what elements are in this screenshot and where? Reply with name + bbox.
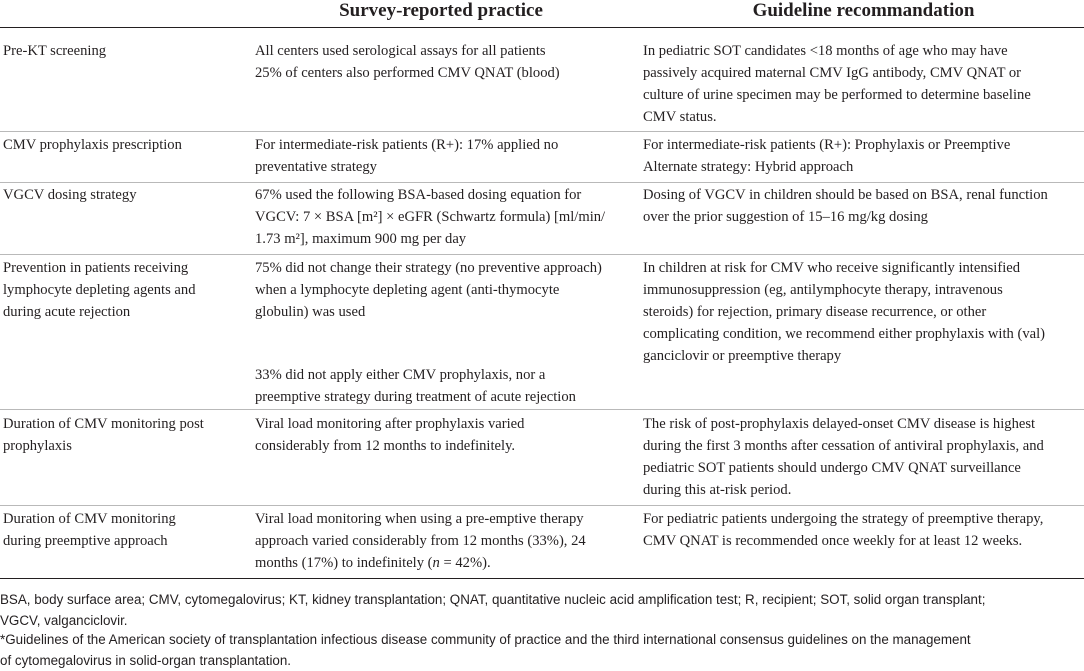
header-survey-practice: Survey-reported practice — [339, 0, 543, 21]
row-preemptive-guideline: For pediatric patients undergoing the strategy of preemptive therapy, CMV QNAT is recommended once weekly for at least 12 weeks. — [643, 511, 1044, 549]
row-prophylaxis-topic: CMV prophylaxis prescription — [3, 137, 182, 153]
row-post-prophylaxis-survey: Viral load monitoring after prophylaxis varied considerably from 12 months to indefinitely. — [255, 416, 525, 454]
row-divider — [0, 254, 1084, 255]
footnote-guidelines: *Guidelines of the American society of transplantation infectious disease community of practice and the third international consensus guidelines on the management of cytomegalovirus in solid-organ transplantation. — [0, 632, 971, 668]
row-pre-kt-survey: All centers used serological assays for all patients 25% of centers also performed CMV QNAT (blood) — [255, 43, 560, 81]
row-divider — [0, 131, 1084, 132]
row-preemptive-survey: Viral load monitoring when using a pre-emptive therapy approach varied considerably from 12 months (33%), 24 months (17%) to indefinitely (n = 42%). — [255, 509, 627, 575]
table-bottom-rule — [0, 578, 1084, 579]
row-divider — [0, 182, 1084, 183]
survey-last-line: months (17%) to indefinitely (n = 42%). — [255, 554, 491, 571]
row-prevention-survey: 75% did not change their strategy (no preventive approach) when a lymphocyte depleting agent (anti-thymocyte globulin) was used — [255, 260, 602, 320]
row-prevention-guideline: In children at risk for CMV who receive significantly intensified immunosuppression (eg, antilymphocyte therapy, intravenous steroids) for rejection, primary disease recurrence, or other complicating condition, we recommend either prophylaxis with (val) ganciclovir or preemptive therapy — [643, 260, 1046, 364]
row-prophylaxis-guideline: For intermediate-risk patients (R+): Prophylaxis or Preemptive Alternate strategy: Hybrid approach — [643, 137, 1011, 175]
row-vgcv-guideline: Dosing of VGCV in children should be based on BSA, renal function over the prior suggestion of 15–16 mg/kg dosing — [643, 187, 1048, 225]
row-preemptive-topic: Duration of CMV monitoring during preemptive approach — [3, 511, 176, 549]
row-divider — [0, 505, 1084, 506]
row-prophylaxis-survey: For intermediate-risk patients (R+): 17% applied no preventative strategy — [255, 137, 559, 175]
header-guideline-recommendation: Guideline recommandation — [752, 0, 975, 21]
row-pre-kt-guideline: In pediatric SOT candidates <18 months of age who may have passively acquired maternal CMV IgG antibody, CMV QNAT or culture of urine specimen may be performed to determine baseline CMV status. — [643, 43, 1031, 125]
row-post-prophylaxis-topic: Duration of CMV monitoring post prophylaxis — [3, 416, 204, 454]
row-prevention-survey-rejection: 33% did not apply either CMV prophylaxis, nor a preemptive strategy during treatment of acute rejection — [255, 367, 576, 405]
row-pre-kt-topic: Pre-KT screening — [3, 43, 107, 59]
footnote-abbreviations: BSA, body surface area; CMV, cytomegalovirus; KT, kidney transplantation; QNAT, quantitative nucleic acid amplification test; R, recipient; SOT, solid organ transplant; VGCV, valganciclovir. — [0, 592, 986, 628]
row-vgcv-survey: 67% used the following BSA-based dosing equation for VGCV: 7 × BSA [m²] × eGFR (Schwartz formula) [ml/min/ 1.73 m²], maximum 900 mg per day — [255, 187, 606, 247]
row-vgcv-topic: VGCV dosing strategy — [3, 187, 137, 203]
row-post-prophylaxis-guideline: The risk of post-prophylaxis delayed-onset CMV disease is highest during the first 3 months after cessation of antiviral prophylaxis, and pediatric SOT patients should undergo CMV QNAT surveillance during this at-risk period. — [643, 416, 1044, 498]
row-prevention-topic: Prevention in patients receiving lymphocyte depleting agents and during acute rejection — [3, 260, 196, 320]
row-divider — [0, 409, 1084, 410]
header-rule — [0, 27, 1084, 28]
